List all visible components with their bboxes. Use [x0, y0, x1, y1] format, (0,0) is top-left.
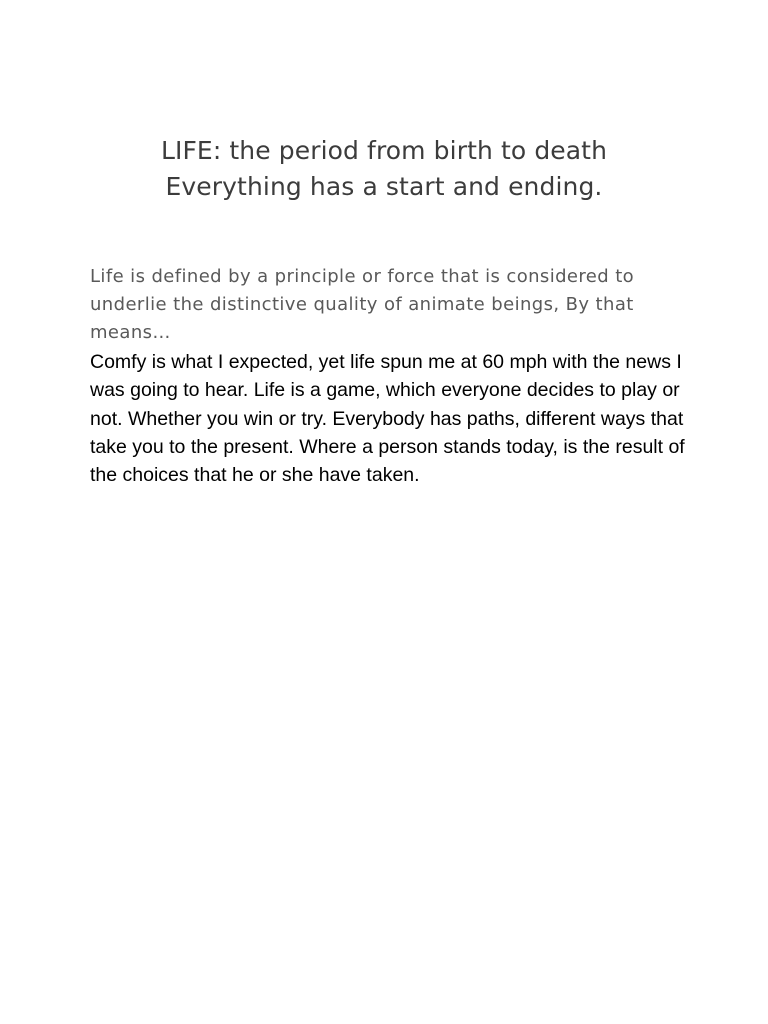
definition-paragraph: Life is defined by a principle or force that is considered to underlie the distinctive quality of animate beings, By that means… — [90, 266, 635, 343]
document-title — [0, 133, 768, 205]
title-line-1: LIFE: the period from birth to death — [160, 136, 608, 165]
title-line-2: Everything has a start and ending. — [165, 172, 603, 201]
body-paragraph: Comfy is what I expected, yet life spun me at 60 mph with the news I was going to hear. Life is a game, which everyone decides to play or not. Whether you win or try. Everybody has paths, different ways that take you to the present. Where a person stands today, is the result of the choices that he or she have taken. — [90, 351, 685, 487]
